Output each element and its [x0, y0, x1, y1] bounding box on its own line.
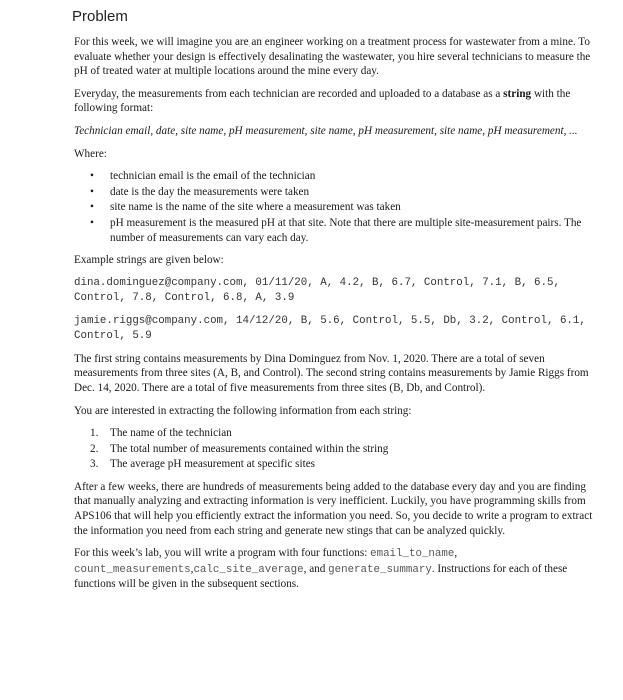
format-intro-post: with the following format: [74, 87, 571, 115]
list-item [90, 169, 603, 184]
list-item-text: The total number of measurements contained within the string [110, 442, 389, 455]
examples-intro: Example strings are given below: [74, 254, 224, 267]
list-item-text: date is the day the measurements were taken [110, 185, 310, 198]
extract-list [74, 426, 603, 472]
function-calc-site-average: calc_site_average [193, 563, 304, 576]
list-item-text: technician email is the email of the technician [110, 170, 316, 183]
format-intro-pre: Everyday, the measurements from each technician are recorded and uploaded to a database as a [74, 87, 504, 100]
function-generate-summary: generate_summary [328, 563, 432, 576]
where-list [74, 169, 603, 245]
lab-paragraph [74, 546, 603, 592]
format-intro-bold: string [503, 87, 532, 100]
motivation-paragraph: After a few weeks, there are hundreds of measurements being added to the database every day and you are finding that manually analyzing and extracting information is very inefficient. Luckily, you have programming skills from APS106 that will help you efficiently extract the information you need. So, you decide to write a program to extract the information you need from each string and generate new stings that can be analyzed quickly. [74, 480, 593, 537]
list-item [90, 216, 603, 245]
bullet-icon: • [90, 216, 94, 229]
list-item [90, 426, 603, 441]
bullet-icon: • [90, 201, 94, 214]
lab-sep-2: , [190, 562, 194, 575]
lab-pre: For this week’s lab, you will write a program with four functions: [74, 547, 371, 560]
list-item-text: site name is the name of the site where a measurement was taken [110, 201, 401, 214]
lab-sep-1: , [454, 547, 458, 560]
format-line: Technician email, date, site name, pH measurement, site name, pH measurement, site name, pH measurement, ... [74, 124, 578, 137]
function-count-measurements: count_measurements [74, 563, 191, 576]
function-email-to-name: email_to_name [370, 548, 455, 561]
examples-explanation: The first string contains measurements by Dina Dominguez from Nov. 1, 2020. There are a total of seven measurements from three sites (A, B, and Control). The second string contains measurements by Jamie Riggs from Dec. 14, 2020. There are a total of five measurements from three sites (B, Db, and Control). [74, 352, 589, 394]
list-item-text: The name of the technician [110, 427, 232, 440]
list-item [90, 200, 603, 215]
where-label: Where: [74, 147, 107, 160]
list-item [90, 442, 603, 457]
bullet-icon: • [90, 185, 94, 198]
list-number: 1. [90, 427, 99, 440]
format-intro-paragraph [74, 87, 603, 116]
list-item [90, 185, 603, 200]
extract-intro: You are interested in extracting the following information from each string: [74, 404, 412, 417]
bullet-icon: • [90, 170, 94, 183]
list-item [90, 457, 603, 472]
lab-sep-3: , and [303, 562, 329, 575]
list-number: 3. [90, 458, 99, 471]
example-string-2: jamie.riggs@company.com, 14/12/20, B, 5.6, Control, 5.5, Db, 3.2, Control, 6.1, Control, 5.9 [74, 314, 593, 342]
list-item-text: The average pH measurement at specific sites [110, 458, 316, 471]
lab-post: . Instructions for each of these functions will be given in the subsequent sections. [74, 562, 568, 591]
example-string-1: dina.dominguez@company.com, 01/11/20, A, 4.2, B, 6.7, Control, 7.1, B, 6.5, Control, 7.8, Control, 6.8, A, 3.9 [74, 276, 567, 304]
page-title: Problem [72, 8, 128, 25]
list-item-text: pH measurement is the measured pH at that site. Note that there are multiple site-measurement pairs. The number of measurements can vary each day. [110, 216, 582, 244]
list-number: 2. [90, 442, 99, 455]
intro-paragraph: For this week, we will imagine you are an engineer working on a treatment process for wastewater from a mine. To evaluate whether your design is effectively desalinating the wastewater, you hire several technicians to measure the pH of treated water at multiple locations around the mine every day. [74, 36, 591, 78]
